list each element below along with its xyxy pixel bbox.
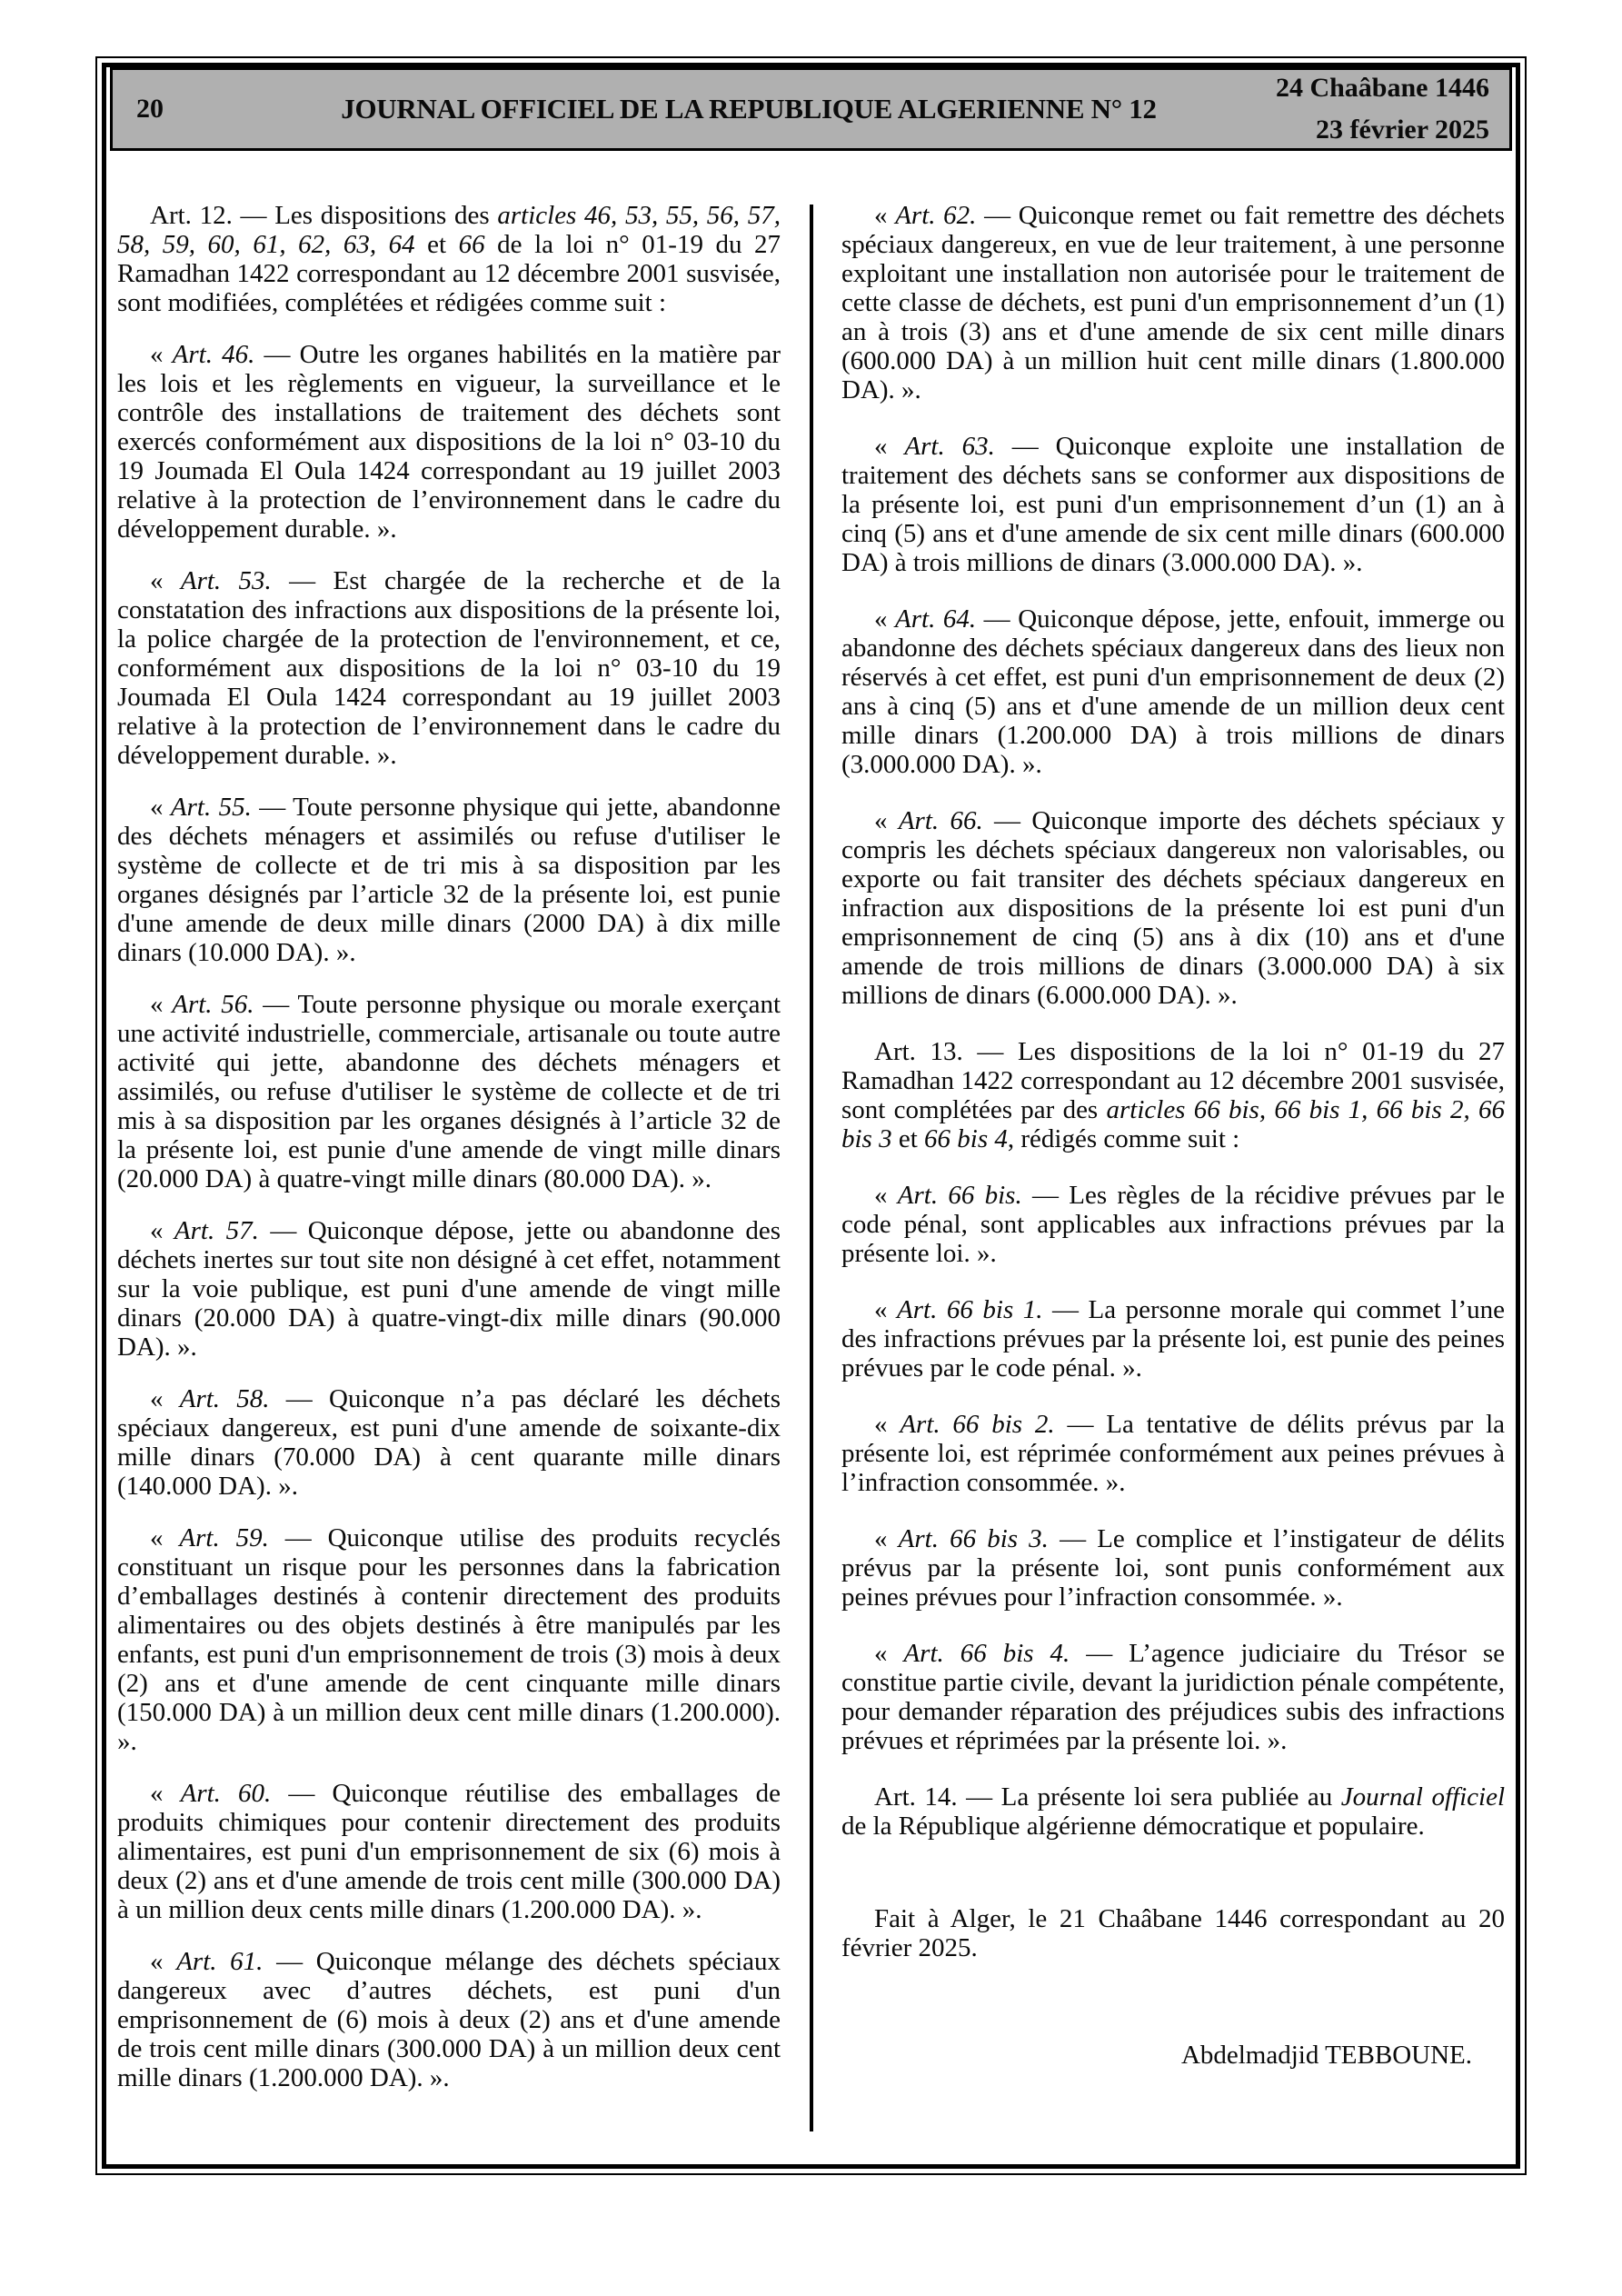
italic-text-segment: Art. 66 bis 2.: [900, 1410, 1055, 1439]
article-55: [117, 793, 781, 967]
text-segment: «: [874, 432, 905, 461]
article-57: [117, 1216, 781, 1362]
text-segment: — Quiconque remet ou fait remettre des déchets spéciaux dangereux, en vue de leur traitement, à une personne exploitant une installation non autorisée pour le traitement de cette classe de déchets, est puni d'un emprisonnement d’un (1) an à trois (3) ans et d'une amende de six cent mille dinars (600.000 DA) à un million huit cent mille dinars (1.800.000 DA). ».: [841, 201, 1506, 404]
italic-text-segment: Art. 60.: [180, 1779, 272, 1808]
text-segment: de la loi n° 01-19 du 27 Ramadhan 1422 correspondant au 12 décembre 2001 susvisée, sont modifiées, complétées et rédigées comme suit :: [117, 230, 781, 317]
article-63: [841, 432, 1505, 577]
text-segment: , rédigés comme suit :: [1007, 1124, 1240, 1153]
article-64: [841, 604, 1505, 779]
italic-text-segment: Art. 64.: [895, 604, 977, 634]
text-segment: «: [150, 1216, 174, 1245]
header-dates: [1276, 67, 1509, 151]
article-66-bis: [841, 1181, 1505, 1268]
journal-title: JOURNAL OFFICIEL DE LA REPUBLIQUE ALGERIENNE N° 12: [341, 93, 1157, 125]
signature: [841, 2041, 1505, 2070]
article-56: [117, 990, 781, 1193]
article-13: [841, 1037, 1505, 1153]
text-segment: «: [874, 1639, 904, 1668]
text-segment: — Quiconque mélange des déchets spéciaux dangereux avec d’autres déchets, est puni d'un emprisonnement de (6) mois à deux (2) ans et d'une amende de trois cent mille dinars (300.000 DA) à un million deux cent mille dinars (1.200.000 DA). ».: [117, 1947, 781, 2092]
text-segment: «: [150, 566, 181, 595]
text-segment: — Quiconque dépose, jette, enfouit, immerge ou abandonne des déchets spéciaux dangereux dans des lieux non réservés à cet effet, est puni d'un emprisonnement de deux (2) ans à cinq (5) ans et d'une amende de un million deux cent mille dinars (1.200.000 DA) à trois millions de dinars (3.000.000 DA). ».: [841, 604, 1505, 779]
text-segment: et: [891, 1124, 925, 1153]
italic-text-segment: Art. 66 bis 1.: [897, 1295, 1043, 1324]
text-segment: — Les règles de la récidive prévues par le code pénal, sont applicables aux infractions prévues par la présente loi. ».: [841, 1181, 1506, 1268]
article-62: [841, 201, 1505, 404]
text-segment: — Quiconque n’a pas déclaré les déchets spéciaux dangereux, est puni d'une amende de soixante-dix mille dinars (70.000 DA) à cent quarante mille dinars (140.000 DA). ».: [117, 1384, 781, 1501]
text-segment: Abdelmadjid TEBBOUNE.: [1180, 2041, 1472, 2070]
article-66-bis-2: [841, 1410, 1505, 1497]
text-segment: et: [414, 230, 459, 259]
text-segment: — Est chargée de la recherche et de la constatation des infractions aux dispositions de la présente loi, la police chargée de la protection de l'environnement, et ce, conformément aux dispositions de la loi n° 03-10 du 19 Joumada El Oula 1424 correspondant au 19 juillet 2003 relative à la protection de l’environnement dans le cadre du développement durable. ».: [117, 566, 781, 770]
text-segment: — Quiconque dépose, jette ou abandonne des déchets inertes sur tout site non désigné à cet effet, notamment sur la voie publique, est puni d'une amende de vingt mille dinars (20.000 DA) à quatre-vingt-dix mille dinars (90.000 DA). ».: [117, 1216, 781, 1362]
text-segment: «: [150, 793, 171, 822]
text-segment: Art. 13. — Les dispositions de la loi n° 01-19 du 27 Ramadhan 1422 correspondant au 12 décembre 2001 susvisée, sont complétées par des: [841, 1037, 1505, 1124]
text-segment: «: [874, 1410, 901, 1439]
left-column: [117, 201, 781, 2131]
text-segment: — L’agence judiciaire du Trésor se constitue partie civile, devant la juridiction pénale compétente, pour demander réparation des préjudices subis des infractions prévues et réprimées par la présente loi. ».: [841, 1639, 1506, 1755]
text-segment: «: [150, 1384, 180, 1413]
right-column: [841, 201, 1505, 2131]
article-53: [117, 566, 781, 770]
text-segment: — Toute personne physique ou morale exerçant une activité industrielle, commerciale, artisanale ou toute autre activité qui jette, abandonne des déchets ménagers et assimilés, ou refuse d'utiliser le système de collecte et de tri mis à sa disposition par les organes désignés à l’article 32 de la présente loi, est punie d'une amende de vingt mille dinars (20.000 DA) à quatre-vingt mille dinars (80.000 DA). ».: [117, 990, 781, 1193]
article-14: [841, 1782, 1505, 1841]
text-segment: «: [874, 1181, 898, 1210]
italic-text-segment: Art. 59.: [179, 1523, 269, 1552]
text-segment: — Quiconque utilise des produits recyclés constituant un risque pour les personnes dans la fabrication d’emballages destinés à contenir directement des produits alimentaires ou des objets destinés à être manipulés par les enfants, est puni d'un emprisonnement de trois (3) mois à deux (2) ans et d'une amende de cent cinquante mille dinars (150.000 DA) à un million deux cent mille dinars (1.200.000). ».: [117, 1523, 781, 1756]
text-segment: — Quiconque réutilise des emballages de produits chimiques pour contenir directement des produits alimentaires, est puni d'un emprisonnement de six (6) mois à deux (2) ans et d'une amende de trois cent mille (300.000 DA) à un million deux cents mille dinars (1.200.000 DA). ».: [117, 1779, 781, 1924]
italic-text-segment: Art. 57.: [174, 1216, 259, 1245]
column-divider: [810, 205, 813, 2131]
italic-text-segment: Art. 56.: [172, 990, 254, 1019]
italic-text-segment: Art. 63.: [904, 432, 995, 461]
page-frame: [102, 63, 1520, 2169]
italic-text-segment: articles 66 bis, 66 bis 1, 66 bis 2, 66 bis 3: [841, 1095, 1505, 1153]
article-60: [117, 1779, 781, 1924]
italic-text-segment: Art. 62.: [895, 201, 977, 230]
text-segment: «: [150, 990, 173, 1019]
text-segment: — Quiconque exploite une installation de traitement des déchets sans se conformer aux dispositions de la présente loi, est puni d'un emprisonnement d’un (1) an à cinq (5) ans et d'une amende de six cent mille dinars (600.000 DA) à trois millions de dinars (3.000.000 DA). ».: [841, 432, 1505, 577]
italic-text-segment: Art. 66 bis 4.: [903, 1639, 1070, 1668]
italic-text-segment: Art. 66 bis.: [897, 1181, 1022, 1210]
page-header: [110, 67, 1512, 151]
text-segment: — La personne morale qui commet l’une des infractions prévues par la présente loi, est punie des peines prévues par le code pénal. ».: [841, 1295, 1505, 1383]
article-66-bis-4: [841, 1639, 1505, 1755]
text-segment: — La tentative de délits prévus par la présente loi, est réprimée conformément aux peines prévues à l’infraction consommée. ».: [841, 1410, 1506, 1497]
italic-text-segment: articles 46, 53, 55, 56, 57, 58, 59, 60, 61, 62, 63, 64: [117, 201, 781, 259]
article-58: [117, 1384, 781, 1501]
text-segment: — Toute personne physique qui jette, abandonne des déchets ménagers et assimilés ou refuse d'utiliser le système de collecte et de tri mis à sa disposition par les organes désignés par l’article 32 de la présente loi, est punie d'une amende de deux mille dinars (2000 DA) à dix mille dinars (10.000 DA). ».: [117, 793, 781, 967]
text-segment: de la République algérienne démocratique et populaire.: [841, 1812, 1425, 1841]
text-segment: «: [150, 1779, 181, 1808]
italic-text-segment: Journal officiel: [1340, 1782, 1505, 1812]
text-segment: «: [150, 1947, 177, 1976]
article-66: [841, 806, 1505, 1010]
text-segment: «: [150, 340, 173, 369]
text-segment: Fait à Alger, le 21 Chaâbane 1446 correspondant au 20 février 2025.: [841, 1904, 1505, 1962]
article-59: [117, 1523, 781, 1756]
italic-text-segment: Art. 66 bis 3.: [898, 1524, 1049, 1553]
text-segment: «: [150, 1523, 180, 1552]
italic-text-segment: Art. 66.: [898, 806, 983, 835]
text-segment: «: [874, 1295, 898, 1324]
date-hijri: 24 Chaâbane 1446: [1275, 73, 1489, 103]
italic-text-segment: Art. 61.: [176, 1947, 264, 1976]
article-46: [117, 340, 781, 544]
italic-text-segment: 66: [458, 230, 485, 259]
text-segment: «: [874, 201, 896, 230]
text-segment: «: [874, 1524, 899, 1553]
page-content: [106, 151, 1516, 2131]
article-66-bis-1: [841, 1295, 1505, 1383]
text-segment: «: [874, 806, 899, 835]
article-61: [117, 1947, 781, 2092]
article-12: [117, 201, 781, 317]
italic-text-segment: Art. 58.: [179, 1384, 270, 1413]
date-gregorian: 23 février 2025: [1315, 115, 1489, 145]
promulgation-line: [841, 1904, 1505, 1962]
article-66-bis-3: [841, 1524, 1505, 1612]
text-segment: — Quiconque importe des déchets spéciaux y compris les déchets spéciaux dangereux non valorisables, ou exporte ou fait transiter des déchets spéciaux dangereux en infraction aux dispositions de la présente loi est puni d'un emprisonnement de cinq (5) ans à dix (10) ans et d'une amende de trois millions de dinars (3.000.000 DA) à six millions de dinars (6.000.000 DA). ».: [841, 806, 1506, 1010]
italic-text-segment: Art. 46.: [172, 340, 255, 369]
text-segment: «: [874, 604, 896, 634]
text-segment: — Outre les organes habilités en la matière par les lois et les règlements en vigueur, la surveillance et le contrôle des installations de traitement des déchets sont exercés conformément aux dispositions de la loi n° 03-10 du 19 Joumada El Oula 1424 correspondant au 19 juillet 2003 relative à la protection de l’environnement dans le cadre du développement durable. ».: [117, 340, 781, 544]
page-number: 20: [136, 94, 164, 124]
italic-text-segment: Art. 53.: [180, 566, 272, 595]
italic-text-segment: 66 bis 4: [924, 1124, 1008, 1153]
page-frame-outer: [95, 56, 1527, 2175]
italic-text-segment: Art. 55.: [170, 793, 252, 822]
text-segment: Art. 12. — Les dispositions des: [150, 201, 498, 230]
text-segment: — Le complice et l’instigateur de délits prévus par la présente loi, sont punis conformément aux peines prévues pour l’infraction consommée. ».: [841, 1524, 1505, 1612]
text-segment: Art. 14. — La présente loi sera publiée au: [874, 1782, 1341, 1812]
